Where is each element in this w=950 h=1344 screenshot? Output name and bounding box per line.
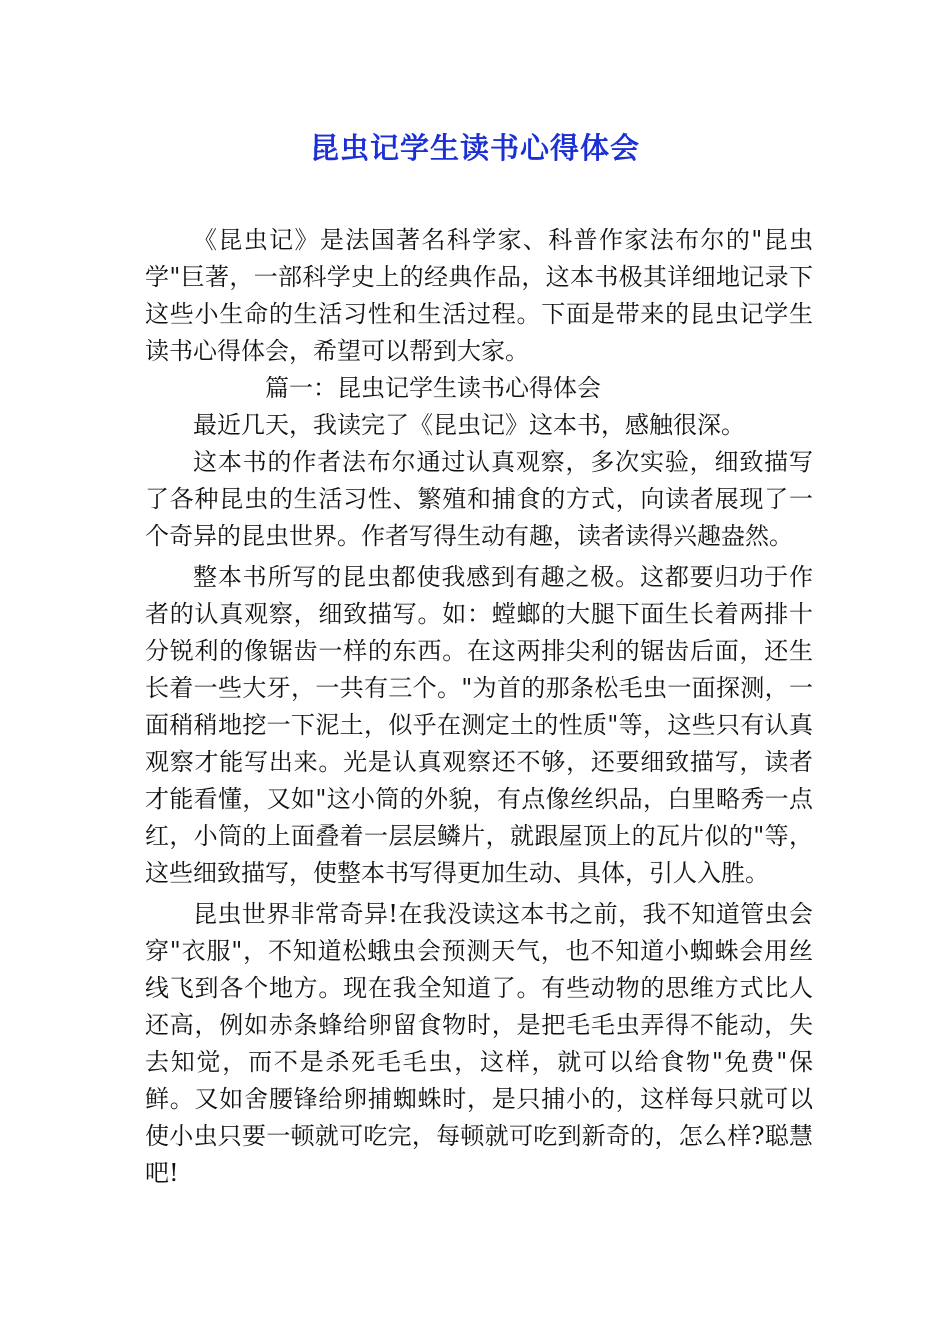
body-paragraph-4: 昆虫世界非常奇异!在我没读这本书之前，我不知道管虫会穿"衣服"，不知道松蛾虫会预测天气，也不知道小蜘蛛会用丝线飞到各个地方。现在我全知道了。有些动物的思维方式比人还高，例如赤条蜂给卵留食物时，是把毛毛虫弄得不能动，失去知觉，而不是杀死毛毛虫，这样，就可以给食物"免费"保鲜。又如舍腰锋给卵捕蜘蛛时，是只捕小的，这样每只就可以使小虫只要一顿就可吃完，每顿就可吃到新奇的，怎么样?聪慧吧! bbox=[145, 900, 813, 1187]
section-heading: 篇一：昆虫记学生读书心得体会 bbox=[265, 374, 601, 402]
document-title: 昆虫记学生读书心得体会 bbox=[309, 131, 640, 165]
intro-paragraph: 《昆虫记》是法国著名科学家、科普作家法布尔的"昆虫学"巨著，一部科学史上的经典作品，这本书极其详细地记录下这些小生命的生活习性和生活过程。下面是带来的昆虫记学生读书心得体会，希望可以帮到大家。 bbox=[145, 226, 813, 365]
body-paragraph-3: 整本书所写的昆虫都使我感到有趣之极。这都要归功于作者的认真观察，细致描写。如：螳螂的大腿下面生长着两排十分锐利的像锯齿一样的东西。在这两排尖利的锯齿后面，还生长着一些大牙，一共有三个。"为首的那条松毛虫一面探测，一面稍稍地挖一下泥土，似乎在测定土的性质"等，这些只有认真观察才能写出来。光是认真观察还不够，还要细致描写，读者才能看懂，又如"这小筒的外貌，有点像丝织品，白里略秀一点红，小筒的上面叠着一层层鳞片，就跟屋顶上的瓦片似的"等，这些细致描写，使整本书写得更加生动、具体，引人入胜。 bbox=[145, 563, 813, 887]
body-paragraph-2: 这本书的作者法布尔通过认真观察，多次实验，细致描写了各种昆虫的生活习性、繁殖和捕食的方式，向读者展现了一个奇异的昆虫世界。作者写得生动有趣，读者读得兴趣盎然。 bbox=[145, 448, 813, 550]
document-body bbox=[145, 222, 813, 1192]
body-paragraph-1: 最近几天，我读完了《昆虫记》这本书，感触很深。 bbox=[193, 411, 745, 439]
